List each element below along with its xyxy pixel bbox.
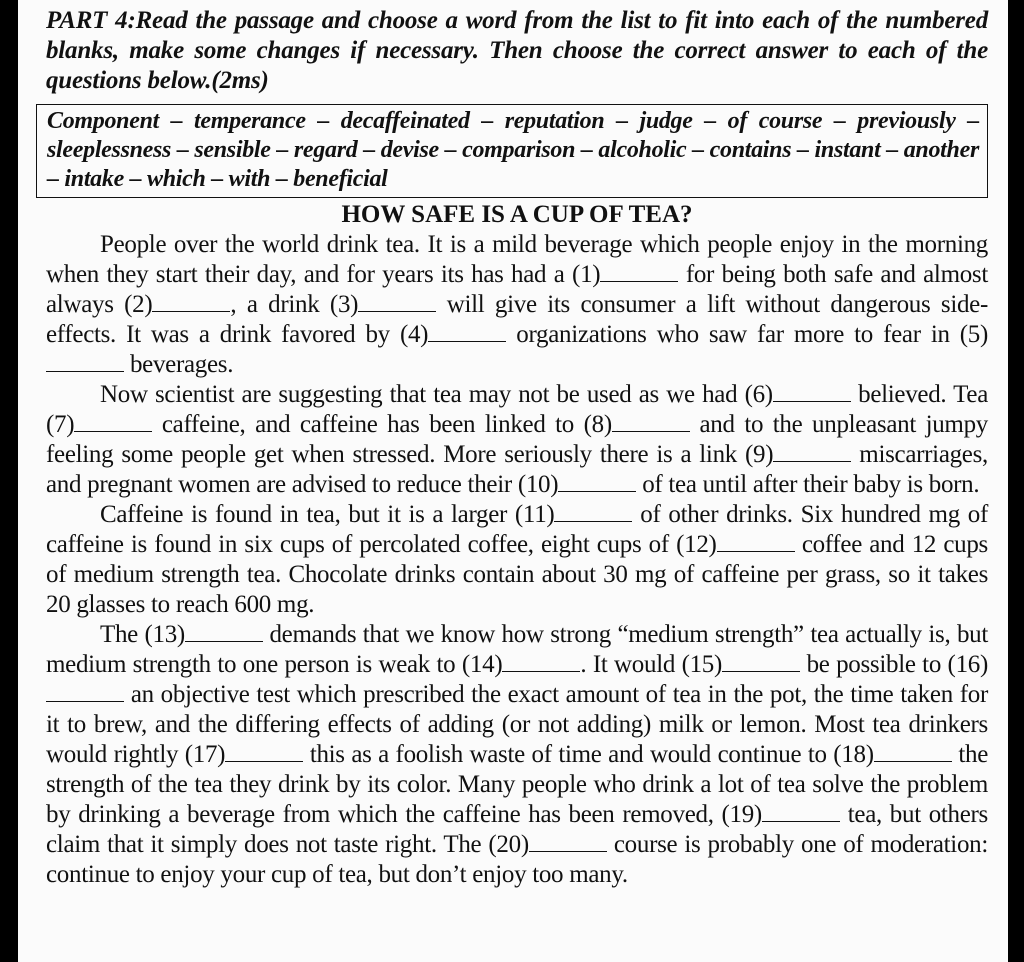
blank-5[interactable] [46,351,124,372]
blank-18[interactable] [874,741,952,762]
blank-14[interactable] [502,651,580,672]
blank-3[interactable] [358,291,436,312]
blank-10[interactable] [558,471,636,492]
worksheet-page [18,0,1008,962]
blank-16[interactable] [46,681,124,702]
paragraph-2: Now scientist are suggesting that tea may not be used as we had (6) believed. Tea (7) caffeine, and caffeine has been linked to (8) and to the unpleasant jumpy feeling some people get when stressed. More seriously there is a link (9) miscarriages, and pregnant women are advised to reduce their (10) of tea until after their baby is born. [46,381,989,498]
instruction-text: PART 4:Read the passage and choose a word from the list to fit into each of the numbered blanks, make some changes if necessary. Then choose the correct answer to each of the questions below.(2ms) [46,7,988,94]
blank-15[interactable] [722,651,800,672]
blank-6[interactable] [773,381,851,402]
blank-2[interactable] [152,291,230,312]
blank-17[interactable] [225,741,303,762]
paragraph-1: People over the world drink tea. It is a mild beverage which people enjoy in the morning when they start their day, and for years its has had a (1) for being both safe and almost always (2) , a drink (3) will give its consumer a lift without dangerous side-effects. It was a drink favored by (4) organizations who saw far more to fear in (5) beverages. [46,231,988,378]
blank-19[interactable] [762,801,840,822]
blank-1[interactable] [600,261,678,282]
blank-8[interactable] [612,411,690,432]
word-list-box: Component – temperance – decaffeinated – reputation – judge – of course – previously – sleeplessness – sensible – regard – devise – comparison – alcoholic – contains – instant – another – intake – which – with – beneficial [36,104,988,198]
passage-title: HOW SAFE IS A CUP OF TEA? [341,201,693,228]
blank-7[interactable] [74,411,152,432]
blank-13[interactable] [185,621,263,642]
blank-9[interactable] [773,441,851,462]
blank-12[interactable] [717,531,795,552]
paragraph-4: The (13) demands that we know how strong “medium strength” tea actually is, but medium strength to one person is weak to (14) . It would (15) be possible to (16) an objective test which prescribed the exact amount of tea in the pot, the time taken for it to brew, and the differing effects of adding (or not adding) milk or lemon. Most tea drinkers would rightly (17) this as a foolish waste of time and would continue to (18) the strength of the tea they drink by its color. Many people who drink a lot of tea solve the problem by drinking a beverage from which the caffeine has been removed, (19) tea, but others claim that it simply does not taste right. The (20) course is probably one of moderation: continue to enjoy your cup of tea, but don’t enjoy too many. [46,621,989,888]
paragraph-3: Caffeine is found in tea, but it is a larger (11) of other drinks. Six hundred mg of caffeine is found in six cups of percolated coffee, eight cups of (12) coffee and 12 cups of medium strength tea. Chocolate drinks contain about 30 mg of caffeine per grass, so it takes 20 glasses to reach 600 mg. [46,501,988,618]
blank-4[interactable] [428,321,506,342]
blank-20[interactable] [529,831,607,852]
blank-11[interactable] [554,501,632,522]
